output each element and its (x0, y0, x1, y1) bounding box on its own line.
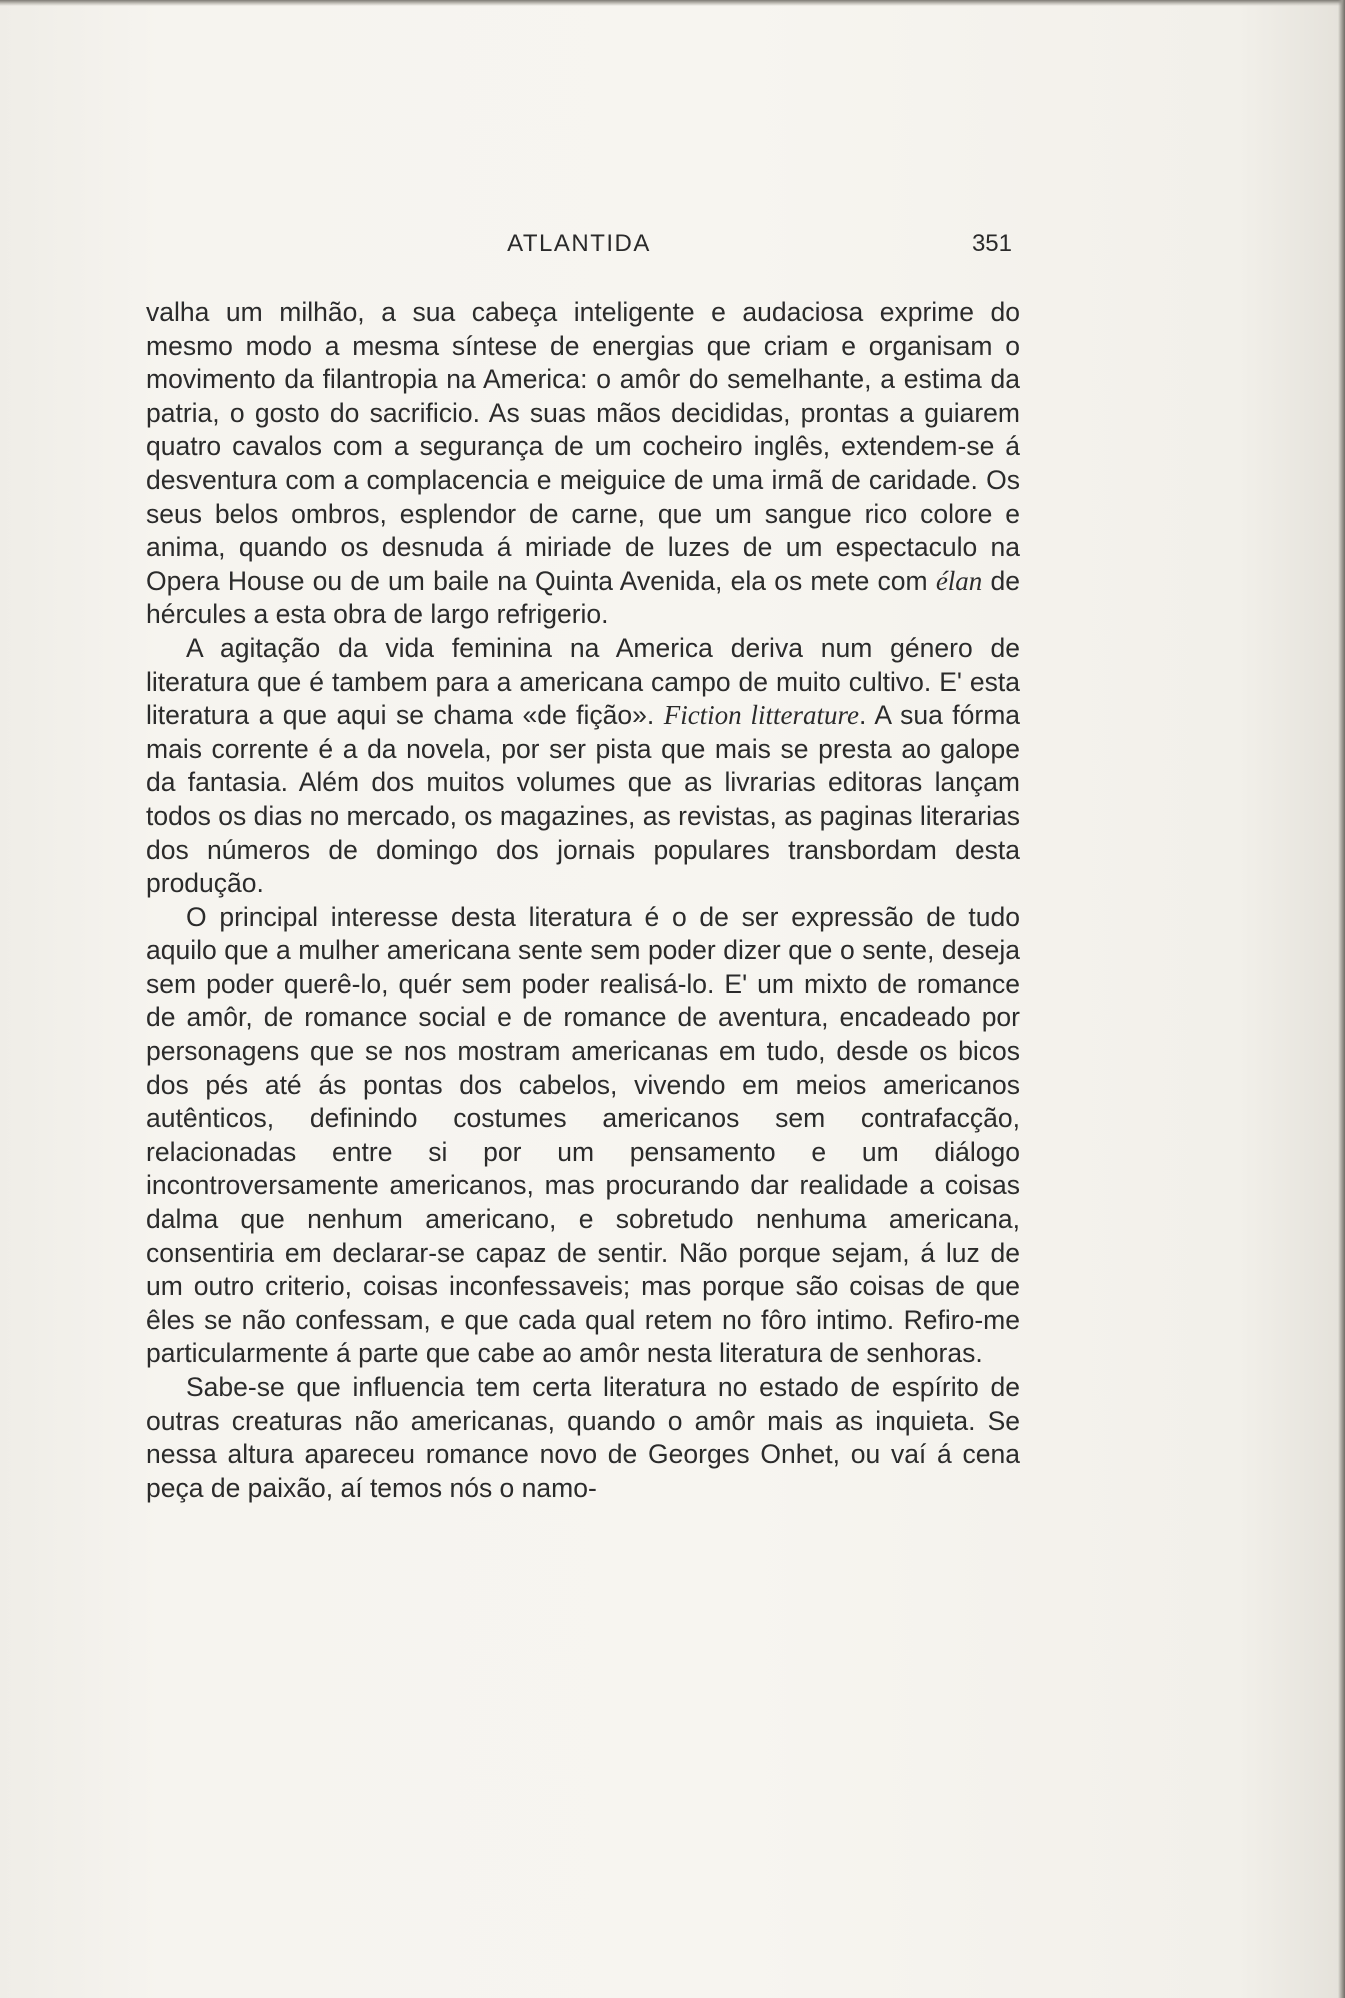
page-number: 351 (971, 230, 1012, 257)
paragraph-1 (146, 296, 1020, 632)
page-right-edge-shadow (1338, 0, 1345, 1998)
paragraph-3 (146, 901, 1020, 1371)
paragraph-2 (146, 632, 1020, 901)
paragraph-2-text-b: . A sua fórma mais corrente é a da novela, por ser pista que mais se presta ao galope da fantasia. Além dos muitos volumes que as livrarias editoras lançam todos os dias no mercado, os magazines, as revistas, as paginas literarias dos números de domingo dos jornais populares transbordam desta produção. (146, 700, 1021, 899)
page-top-edge-shadow (0, 0, 1345, 6)
paragraph-2-text-a: A agitação da vida feminina na America deriva num género de literatura que é tambem para a americana campo de muito cultivo. E' esta literatura a que aqui se chama «de fição». (146, 632, 1020, 731)
paragraph-1-italic-elan: élan (935, 565, 983, 596)
paragraph-2-italic-fiction-litterature: Fiction litterature (663, 700, 860, 731)
paragraph-4 (146, 1371, 1020, 1505)
paragraph-3-text: O principal interesse desta literatura é o de ser expressão de tudo aquilo que a mulher americana sente sem poder dizer que o sente, deseja sem poder querê-lo, quér sem poder realisá-lo. E' um mixto de romance de amôr, de romance social e de romance de aventura, encadeado por personagens que se nos mostram americanas em tudo, desde os bicos dos pés até ás pontas dos cabelos, vivendo em meios americanos autênticos, definindo costumes americanos sem contrafacção, relacionadas entre si por um pensamento e um diálogo incontroversamente americanos, mas procurando dar realidade a coisas dalma que nenhum americano, e sobretudo nenhuma americana, consentiria em declarar-se capaz de sentir. Não porque sejam, á luz de um outro criterio, coisas inconfessaveis; mas porque são coisas de que êles se não confessam, e que cada qual retem no fôro intimo. Refiro-me particularmente á parte que cabe ao amôr nesta literatura de senhoras. (146, 901, 1020, 1369)
running-header (146, 226, 1012, 266)
paragraph-4-text: Sabe-se que influencia tem certa literatura no estado de espírito de outras creaturas não americanas, quando o amôr mais as inquieta. Se nessa altura apareceu romance novo de Georges Onhet, ou vaí á cena peça de paixão, aí temos nós o namo- (146, 1372, 1020, 1503)
running-title: ATLANTIDA (507, 230, 651, 257)
paragraph-1-text-b: de hércules a esta obra de largo refrigerio. (146, 565, 1020, 630)
paragraph-1-text-a: valha um milhão, a sua cabeça inteligente e audaciosa exprime do mesmo modo a mesma síntese de energias que criam e organisam o movimento da filantropia na America: o amôr do semelhante, a estima da patria, o gosto do sacrificio. As suas mãos decididas, prontas a guiarem quatro cavalos com a segurança de um cocheiro inglês, extendem-se á desventura com a complacencia e meiguice de uma irmã de caridade. Os seus belos ombros, esplendor de carne, que um sangue rico colore e anima, quando os desnuda á miriade de luzes de um espectaculo na Opera House ou de um baile na Quinta Avenida, ela os mete com (146, 297, 1020, 596)
body-text (146, 296, 1020, 1505)
